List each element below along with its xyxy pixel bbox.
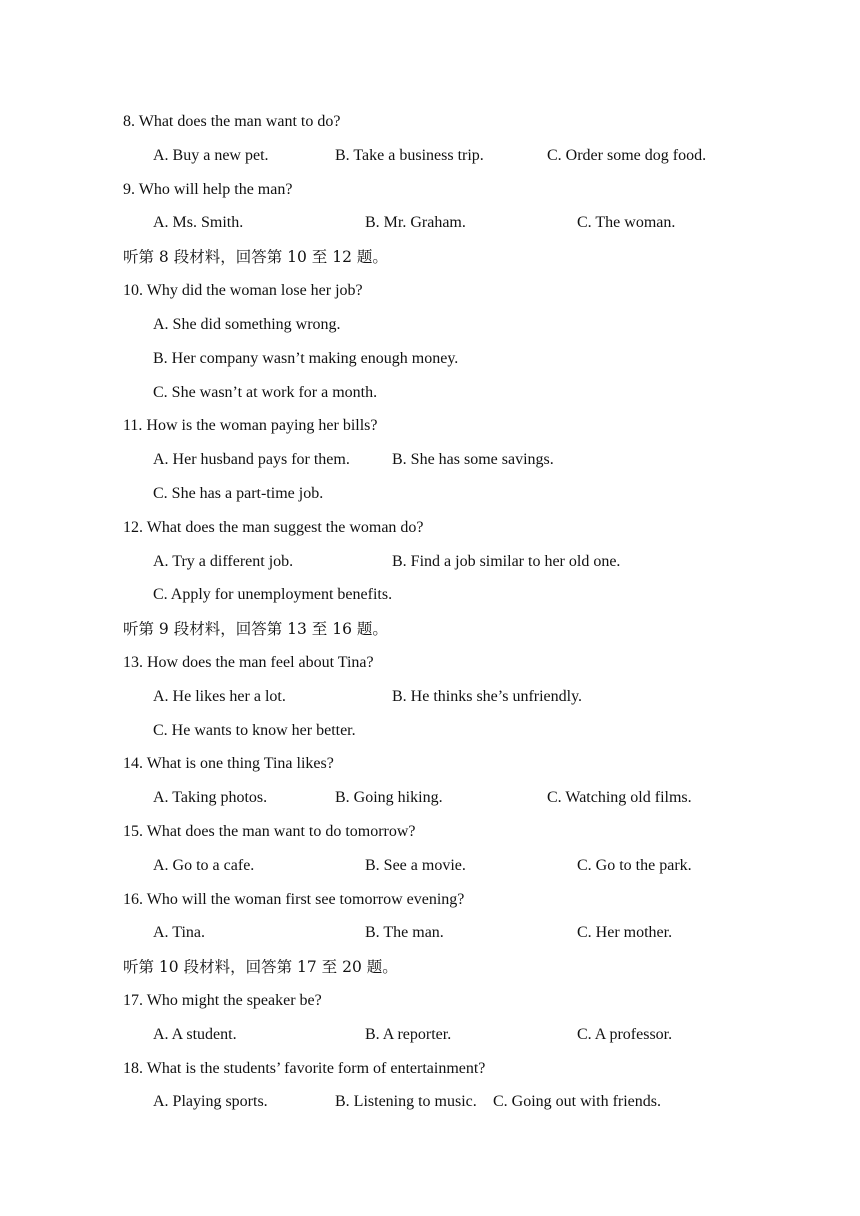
question-8-options [0,145,860,167]
option-b: B. Listening to music. [335,1093,477,1110]
option-a: A. He likes her a lot. [153,688,286,705]
question-text: 10. Why did the woman lose her job? [123,282,363,299]
question-12-option-c [0,584,860,606]
question-text: 13. How does the man feel about Tina? [123,654,374,671]
option-b: B. Mr. Graham. [365,214,466,231]
option-c: C. He wants to know her better. [153,722,356,739]
option-c: C. She wasn’t at work for a month. [153,384,378,401]
section-text: 听第 10 段材料，回答第 17 至 20 题。 [123,958,398,976]
question-13-option-c [0,720,860,742]
question-17-options [0,1024,860,1046]
question-text: 16. Who will the woman first see tomorrow evening? [123,891,465,908]
option-a: A. Tina. [153,924,206,941]
option-a: A. A student. [153,1026,237,1043]
question-text: 14. What is one thing Tina likes? [123,755,334,772]
option-a: A. Taking photos. [153,789,268,806]
section-heading-9 [0,618,860,640]
question-10-option-c [0,382,860,404]
question-11 [0,415,860,437]
option-c: C. Her mother. [577,924,673,941]
question-8 [0,111,860,133]
option-b: B. See a movie. [365,857,466,874]
option-a: A. Ms. Smith. [153,214,244,231]
option-b: B. He thinks she’s unfriendly. [392,688,583,705]
option-b: B. Find a job similar to her old one. [392,553,621,570]
option-b: B. A reporter. [365,1026,452,1043]
option-a: A. Her husband pays for them. [153,451,350,468]
question-18-options [0,1091,860,1113]
option-a: A. Buy a new pet. [153,147,269,164]
question-14-options [0,787,860,809]
question-text: 8. What does the man want to do? [123,113,341,130]
question-13 [0,652,860,674]
question-9-options [0,212,860,234]
question-18 [0,1058,860,1080]
question-text: 12. What does the man suggest the woman do? [123,519,424,536]
option-c: C. Apply for unemployment benefits. [153,586,393,603]
section-text: 听第 8 段材料，回答第 10 至 12 题。 [123,248,388,266]
option-c: C. The woman. [577,214,676,231]
option-b: B. The man. [365,924,444,941]
question-15 [0,821,860,843]
question-10-option-b [0,348,860,370]
question-text: 18. What is the students’ favorite form of entertainment? [123,1060,486,1077]
question-12 [0,517,860,539]
option-a: A. Go to a cafe. [153,857,255,874]
option-c: C. Go to the park. [577,857,692,874]
question-text: 11. How is the woman paying her bills? [123,417,378,434]
question-text: 9. Who will help the man? [123,181,293,198]
option-c: C. Order some dog food. [547,147,707,164]
option-a: A. Playing sports. [153,1093,268,1110]
question-11-options [0,449,860,471]
question-10 [0,280,860,302]
question-13-options [0,686,860,708]
question-text: 17. Who might the speaker be? [123,992,322,1009]
option-c: C. Going out with friends. [493,1093,661,1110]
section-heading-8 [0,246,860,268]
option-b: B. Going hiking. [335,789,443,806]
question-9 [0,179,860,201]
option-b: B. Her company wasn’t making enough money. [153,350,459,367]
question-11-option-c [0,483,860,505]
question-16-options [0,922,860,944]
option-a: A. Try a different job. [153,553,294,570]
option-b: B. Take a business trip. [335,147,484,164]
question-12-options [0,551,860,573]
option-b: B. She has some savings. [392,451,554,468]
question-14 [0,753,860,775]
section-text: 听第 9 段材料，回答第 13 至 16 题。 [123,620,388,638]
question-16 [0,889,860,911]
question-17 [0,990,860,1012]
option-a: A. She did something wrong. [153,316,341,333]
option-c: C. A professor. [577,1026,673,1043]
option-c: C. She has a part-time job. [153,485,324,502]
section-heading-10 [0,956,860,978]
question-10-option-a [0,314,860,336]
option-c: C. Watching old films. [547,789,692,806]
question-15-options [0,855,860,877]
question-text: 15. What does the man want to do tomorrow? [123,823,416,840]
